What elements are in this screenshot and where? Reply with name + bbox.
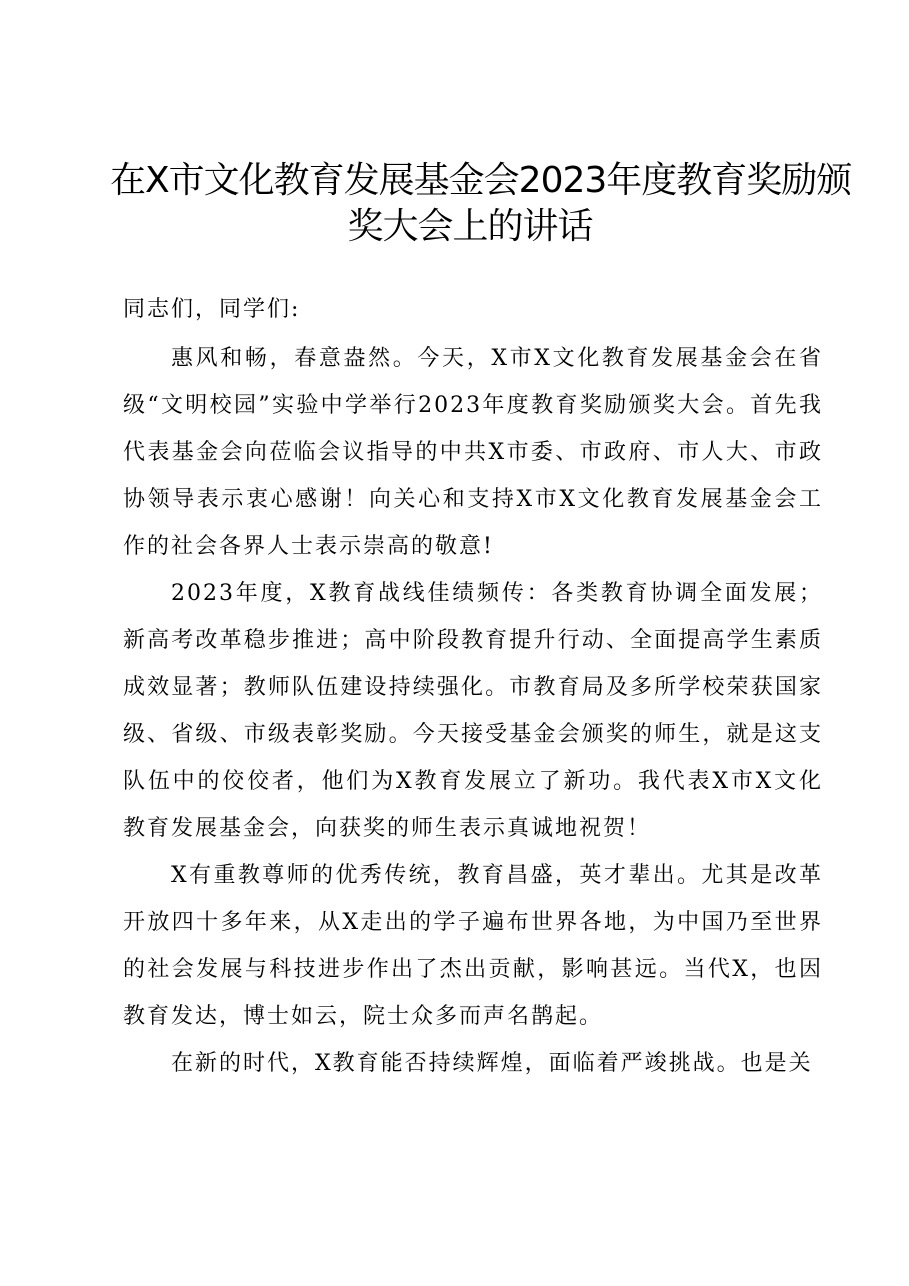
paragraph-3: X有重教尊师的优秀传统，教育昌盛，英才辈出。尤其是改革开放四十多年来，从X走出的学子遍布世界各地，为中国乃至世界的社会发展与科技进步作出了杰出贡献，影响甚远。当代X，也因教育发达，博士如云，院士众多而声名鹊起。 — [123, 863, 823, 1029]
title-line-2: 奖大会上的讲话 — [347, 206, 593, 247]
paragraph-1: 惠风和畅，春意盎然。今天，X市X文化教育发展基金会在省级“文明校园”实验中学举行2023年度教育奖励颁奖大会。首先我代表基金会向莅临会议指导的中共X市委、市政府、市人大、市政协领导表示衷心感谢！向关心和支持X市X文化教育发展基金会工作的社会各界人士表示崇高的敬意! — [123, 346, 823, 559]
document-title — [110, 158, 852, 250]
title-line-1: 在X市文化教育发展基金会2023年度教育奖励颁 — [110, 160, 852, 201]
greeting: 同志们，同学们: — [123, 297, 301, 322]
paragraph-4: 在新的时代，X教育能否持续辉煌，面临着严竣挑战。也是关 — [171, 1051, 813, 1076]
paragraph-2: 2023年度，X教育战线佳绩频传：各类教育协调全面发展；新高考改革稳步推进；高中阶段教育提升行动、全面提高学生素质成效显著；教师队伍建设持续强化。市教育局及多所学校荣获国家级、省级、市级表彰奖励。今天接受基金会颁奖的师生，就是这支队伍中的佼佼者，他们为X教育发展立了新功。我代表X市X文化教育发展基金会，向获奖的师生表示真诚地祝贺！ — [123, 581, 823, 841]
document-body — [123, 286, 823, 1087]
